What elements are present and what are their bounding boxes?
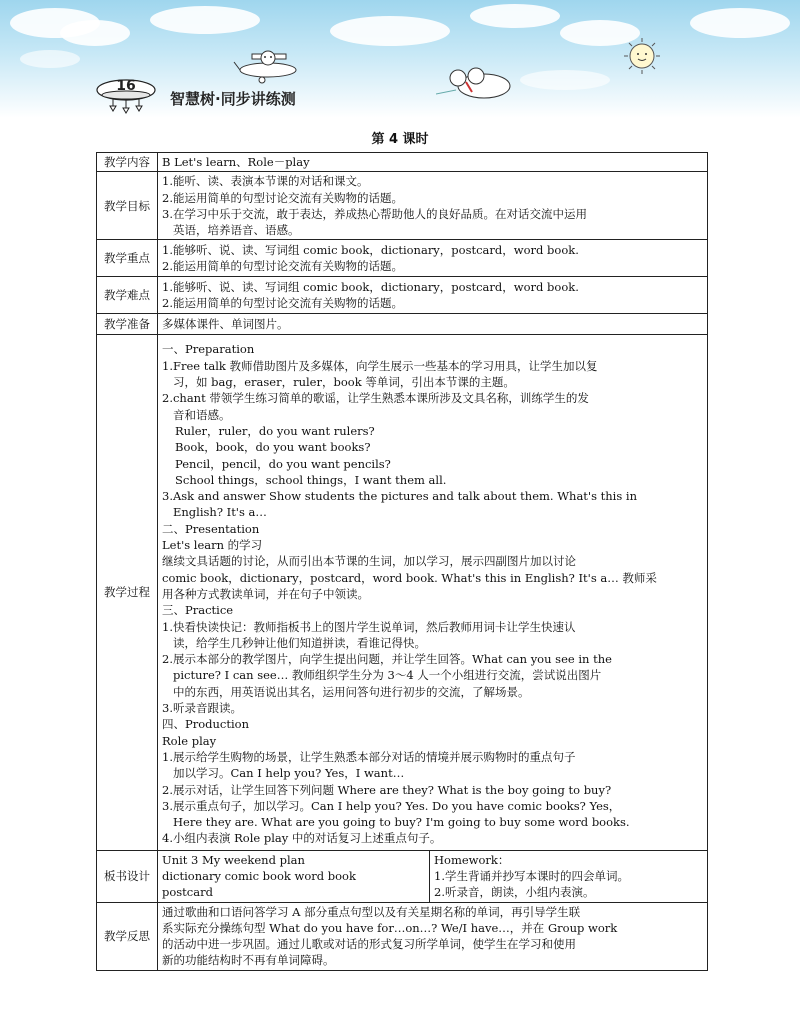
row-label: 教学反思	[97, 902, 158, 970]
table-row	[97, 850, 708, 902]
row-label: 板书设计	[97, 850, 158, 902]
difficulties: 1.能够听、说、读、写词组 comic book，dictionary，postcard，word book. 2.能运用简单的句型讨论交流有关购物的话题。	[158, 277, 708, 314]
table-row	[97, 172, 708, 240]
row-label: 教学准备	[97, 314, 158, 335]
board-design	[158, 850, 708, 902]
teaching-reflection: 通过歌曲和口语问答学习 A 部分重点句型以及有关星期名称的单词，再引导学生联 系实际充分操练句型 What do you have for…on…? We/I have…，并在 Group work 的活动中进一步巩固。通过儿歌或对话的形式复习所学单词，使学生在学习和使用 新的功能结构时不再有单词障碍。	[158, 902, 708, 970]
lesson-plan-table	[96, 152, 708, 971]
teaching-content: B Let's learn、Role－play	[158, 153, 708, 172]
table-row	[97, 277, 708, 314]
row-label: 教学重点	[97, 240, 158, 277]
table-row	[97, 902, 708, 970]
header-banner	[0, 0, 800, 118]
series-title: 智慧树·同步讲练测	[170, 90, 296, 108]
teaching-objectives: 1.能听、读、表演本节课的对话和课文。 2.能运用简单的句型讨论交流有关购物的话题。 3.在学习中乐于交流，敢于表达，养成热心帮助他人的良好品质。在对话交流中运用 英语，培养语音、语感。	[158, 172, 708, 240]
teaching-process: 一、Preparation 1.Free talk 教师借助图片及多媒体，向学生展示一些基本的学习用具，让学生加以复 习，如 bag，eraser，ruler，book 等单词，引出本节课的主题。 2.chant 带领学生练习简单的歌谣，让学生熟悉本课所涉及文具名称，训练学生的发 音和语感。 Ruler，ruler，do you want rulers? Book，book，do you want books? Pencil，pencil，do you want pencils? School things，school things，I want them all. 3.Ask and answer Show students the pictures and talk about them. What's this in English? It's a… 二、Presentation Let's learn 的学习 继续文具话题的讨论，从而引出本节课的生词，加以学习，展示四副图片加以讨论 comic book，dictionary，postcard，word book. What's this in English? It's a… 教师采 用各种方式教读单词，并在句子中领读。 三、Practice 1.快看快读快记：教师指板书上的图片学生说单词，然后教师用词卡让学生快速认 读，给学生几秒钟让他们知道拼读，看谁记得快。 2.展示本部分的教学图片，向学生提出问题，并让学生回答。What can you see in the picture? I can see… 教师组织学生分为 3～4 人一个小组进行交流，尝试说出图片 中的东西，用英语说出其名，运用问答句进行初步的交流，了解场景。 3.听录音跟读。 四、Production Role play 1.展示给学生购物的场景，让学生熟悉本部分对话的情境并展示购物时的重点句子 加以学习。Can I help you? Yes，I want… 2.展示对话，让学生回答下列问题 Where are they? What is the boy going to buy? 3.展示重点句子，加以学习。Can I help you? Yes. Do you have comic books? Yes， Here they are. What are you going to buy? I'm going to buy some word books. 4.小组内表演 Role play 中的对话复习上述重点句子。	[158, 335, 708, 850]
table-row	[97, 314, 708, 335]
homework: Homework： 1.学生背诵并抄写本课时的四会单词。 2.听录音，朗读，小组内表演。	[430, 851, 708, 902]
table-row	[97, 153, 708, 172]
key-points: 1.能够听、说、读、写词组 comic book，dictionary，postcard，word book. 2.能运用简单的句型讨论交流有关购物的话题。	[158, 240, 708, 277]
airplane-illustration	[232, 40, 302, 86]
row-label: 教学内容	[97, 153, 158, 172]
board-words: Unit 3 My weekend plan dictionary comic book word book postcard	[162, 852, 356, 900]
row-label: 教学目标	[97, 172, 158, 240]
table-row	[97, 240, 708, 277]
teaching-preparation: 多媒体课件、单词图片。	[158, 314, 708, 335]
page-number: 16	[116, 78, 136, 94]
row-label: 教学难点	[97, 277, 158, 314]
lesson-title: 第 4 课时	[371, 132, 429, 147]
table-row	[97, 335, 708, 850]
sun-illustration	[624, 38, 660, 74]
row-label: 教学过程	[97, 335, 158, 850]
kids-flying-illustration	[436, 60, 516, 104]
